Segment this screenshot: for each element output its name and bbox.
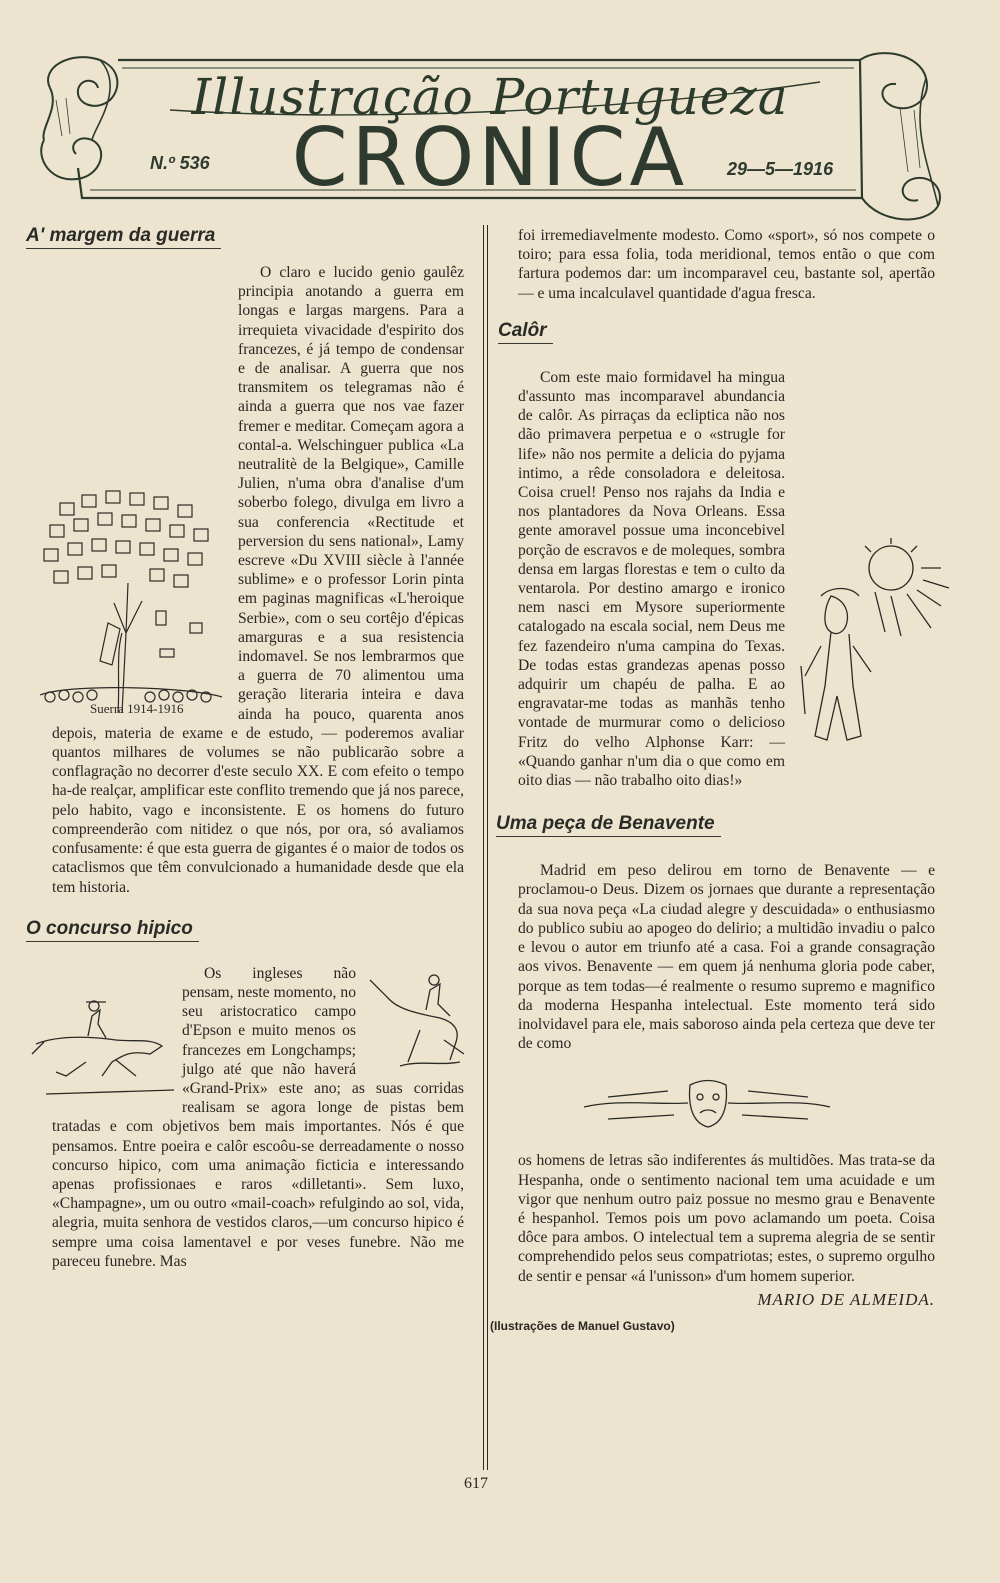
section-heading-benavente: Uma peça de Benavente	[496, 812, 721, 837]
tree-of-books-illustration	[30, 483, 230, 721]
magazine-title: Illustração Portugueza	[191, 68, 789, 126]
issue-number: N.º 536	[150, 153, 210, 173]
article-text-benavente: Madrid em peso delirou em torno de Benavente — e proclamou-o Deus. Dizem os jornaes que durante a representação da sua nova peça «La ciudad alegre y descuidada» o enthusiasmo do publico subiu ao apogeo do delirio; a multidão invadiu o palco e levou o autor em triunfo até a casa. Foi a grande consagração aos vivos. Benavente — em quem já nenhuma gloria pode caber, porque as tem todas—é realmente o resumo supremo e magnifico da moderna Hespanha intelectual. Este momento terá sido inolvidavel para ele, mais saboroso ainda pela certeza que deve ter de como	[518, 862, 935, 1053]
theatre-mask-illustration	[578, 1069, 838, 1139]
issue-date: 29—5—1916	[727, 159, 834, 179]
sun-and-man-illustration	[791, 536, 951, 756]
section-title: CRONICA	[291, 111, 689, 204]
article-text-benavente-cont: os homens de letras são indiferentes ás multidões. Mas trata-se da Hespanha, onde o sentimento nacional tem uma acuidade e um vigor que nenhum outro paiz possue no mesmo grau e Benavente é hespanhol. Temos pois um povo aclamando um poeta. Coisa dôce para ambos. O intelectual tem a suprema alegria de se sentir comprehendido pelos seus compatriotas; estes, o supremo orgulho de sentir e pensar «á l'unisson» d'um homem superior.	[518, 1152, 935, 1285]
article-text-continuation: foi irremediavelmente modesto. Como «sport», só nos compete o toiro; para essa folia, toda meridional, temos então o que com fartura podemos dar: um incomparavel ceu, bastante sol, apertão — e uma incalculavel quantidade d'agua fresca.	[518, 227, 935, 302]
article-text-margem: O claro e lucido genio gaulêz principia anotando a guerra em longas e largas margens. Para a irrequieta vivacidade d'espirito dos francezes, é já tempo de condensar e de analisar. A guerra que nos transmitem os telegramas não é ainda a guerra que nos vae fazer fremer e meditar. Começam agora a contal-a. Welschinguer publica «La neutralitè de la Belgique», Camille Julien, n'uma obra d'analise d'um soberbo folego, divulga em livro a sua conferencia «Rectitude et perversion du sens national», Lamy escreve «Du XVIII siècle à l'année sublime» e o professor Lorin pinta em paginas magnificas «L'heroique Serbie», com o seu cortêjo d'épicas amarguras e a sua resistencia indomavel. Se nos lembrarmos que a guerra de 70 alimentou uma geração literaria inteira e dava ainda ha pouco, quarenta anos depois, materia de exame e de estudo, — poderemos avaliar quantos milhares de volumes se não publicarão sobre a conflagração no decorrer d'este seculo XX. E com efeito o tempo ha-de realçar, amplificar este conflito tremendo que já nos parece, pelo habito, vago e inconsistente. E os homens do futuro compreenderão com nitidez o que nós, por ora, só avaliamos confusamente: é que esta guerra de gigantes é o maior de todos os cataclismos que têm convulcionado a humanidade desde que ela tem historia.	[52, 264, 464, 896]
article-paragraph	[52, 263, 464, 897]
column-divider	[483, 225, 484, 1470]
section-heading-margem: A' margem da guerra	[26, 224, 221, 249]
section-heading-calor: Calôr	[498, 319, 553, 344]
horse-rider-illustration	[26, 980, 176, 1100]
illustration-credits: (Ilustrações de Manuel Gustavo)	[490, 1318, 675, 1333]
left-column	[26, 224, 464, 1271]
horse-leaping-illustration	[360, 970, 472, 1078]
tree-illustration-caption: Suerra 1914-1916	[90, 701, 184, 716]
masthead	[30, 48, 950, 233]
page-number: 617	[464, 1475, 488, 1492]
article-text-calor: Com este maio formidavel ha mingua d'assunto mas incomparavel abundancia de calôr. As pirraças da ecliptica não nos dão primavera perpetua e o «strugle for life» não nos permite a delicia do pyjama intimo, a rêde consoladora e deleitosa. Coisa cruel! Penso nos rajahs da India e nos plantadores da Nova Orleans. Essa gente amoravel possue uma inconcebivel porção de escravos e de moleques, sombra densa em largas florestas e tem o culto da ventarola. Por destino amargo e ironico nem nasci em Mysore superiormente catalogado na escala social, nem Deus me fez fazendeiro n'uma campina do Texas. De todas estas grandezas apenas posso adquirir um chapéu de palha. E ao engravatar-me todas as manhãs tenho vontade de murmurar como o delicioso Fritz do velho Alphonse Karr: — «Quando ganhar n'um dia o que como em oito dias — não trabalho oito dias!»	[518, 368, 785, 790]
article-text-concurso: Os ingleses não pensam, neste momento, no seu aristocratico campo d'Epson e muito menos os francezes em Longchamps; julgo até que não haverá «Grand-Prix» este ano; as suas corridas realisam se agora longe de pistas bem tratadas e com objetivos bem mais importantes. Nós é que pensamos. Entre poeira e calôr escoôu-se derreadamente o nosso concurso hipico, com uma animação ficticia e interessando apenas profissionaes e raros «dilletanti». Sem luxo, «Champagne», um ou outro «mail-coach» refulgindo ao sol, vida, alegria, muita senhora de vestidos claros,—um concurso hipico é sempre uma coisa lamentavel e por veses funebre. Não me pareceu funebre. Mas	[52, 964, 464, 1270]
author-signature: MARIO DE ALMEIDA.	[757, 1289, 935, 1309]
section-heading-concurso: O concurso hipico	[26, 917, 199, 942]
article-paragraph	[518, 368, 935, 790]
column-divider	[487, 225, 488, 1470]
right-column	[490, 226, 935, 1336]
article-paragraph	[52, 964, 464, 1271]
